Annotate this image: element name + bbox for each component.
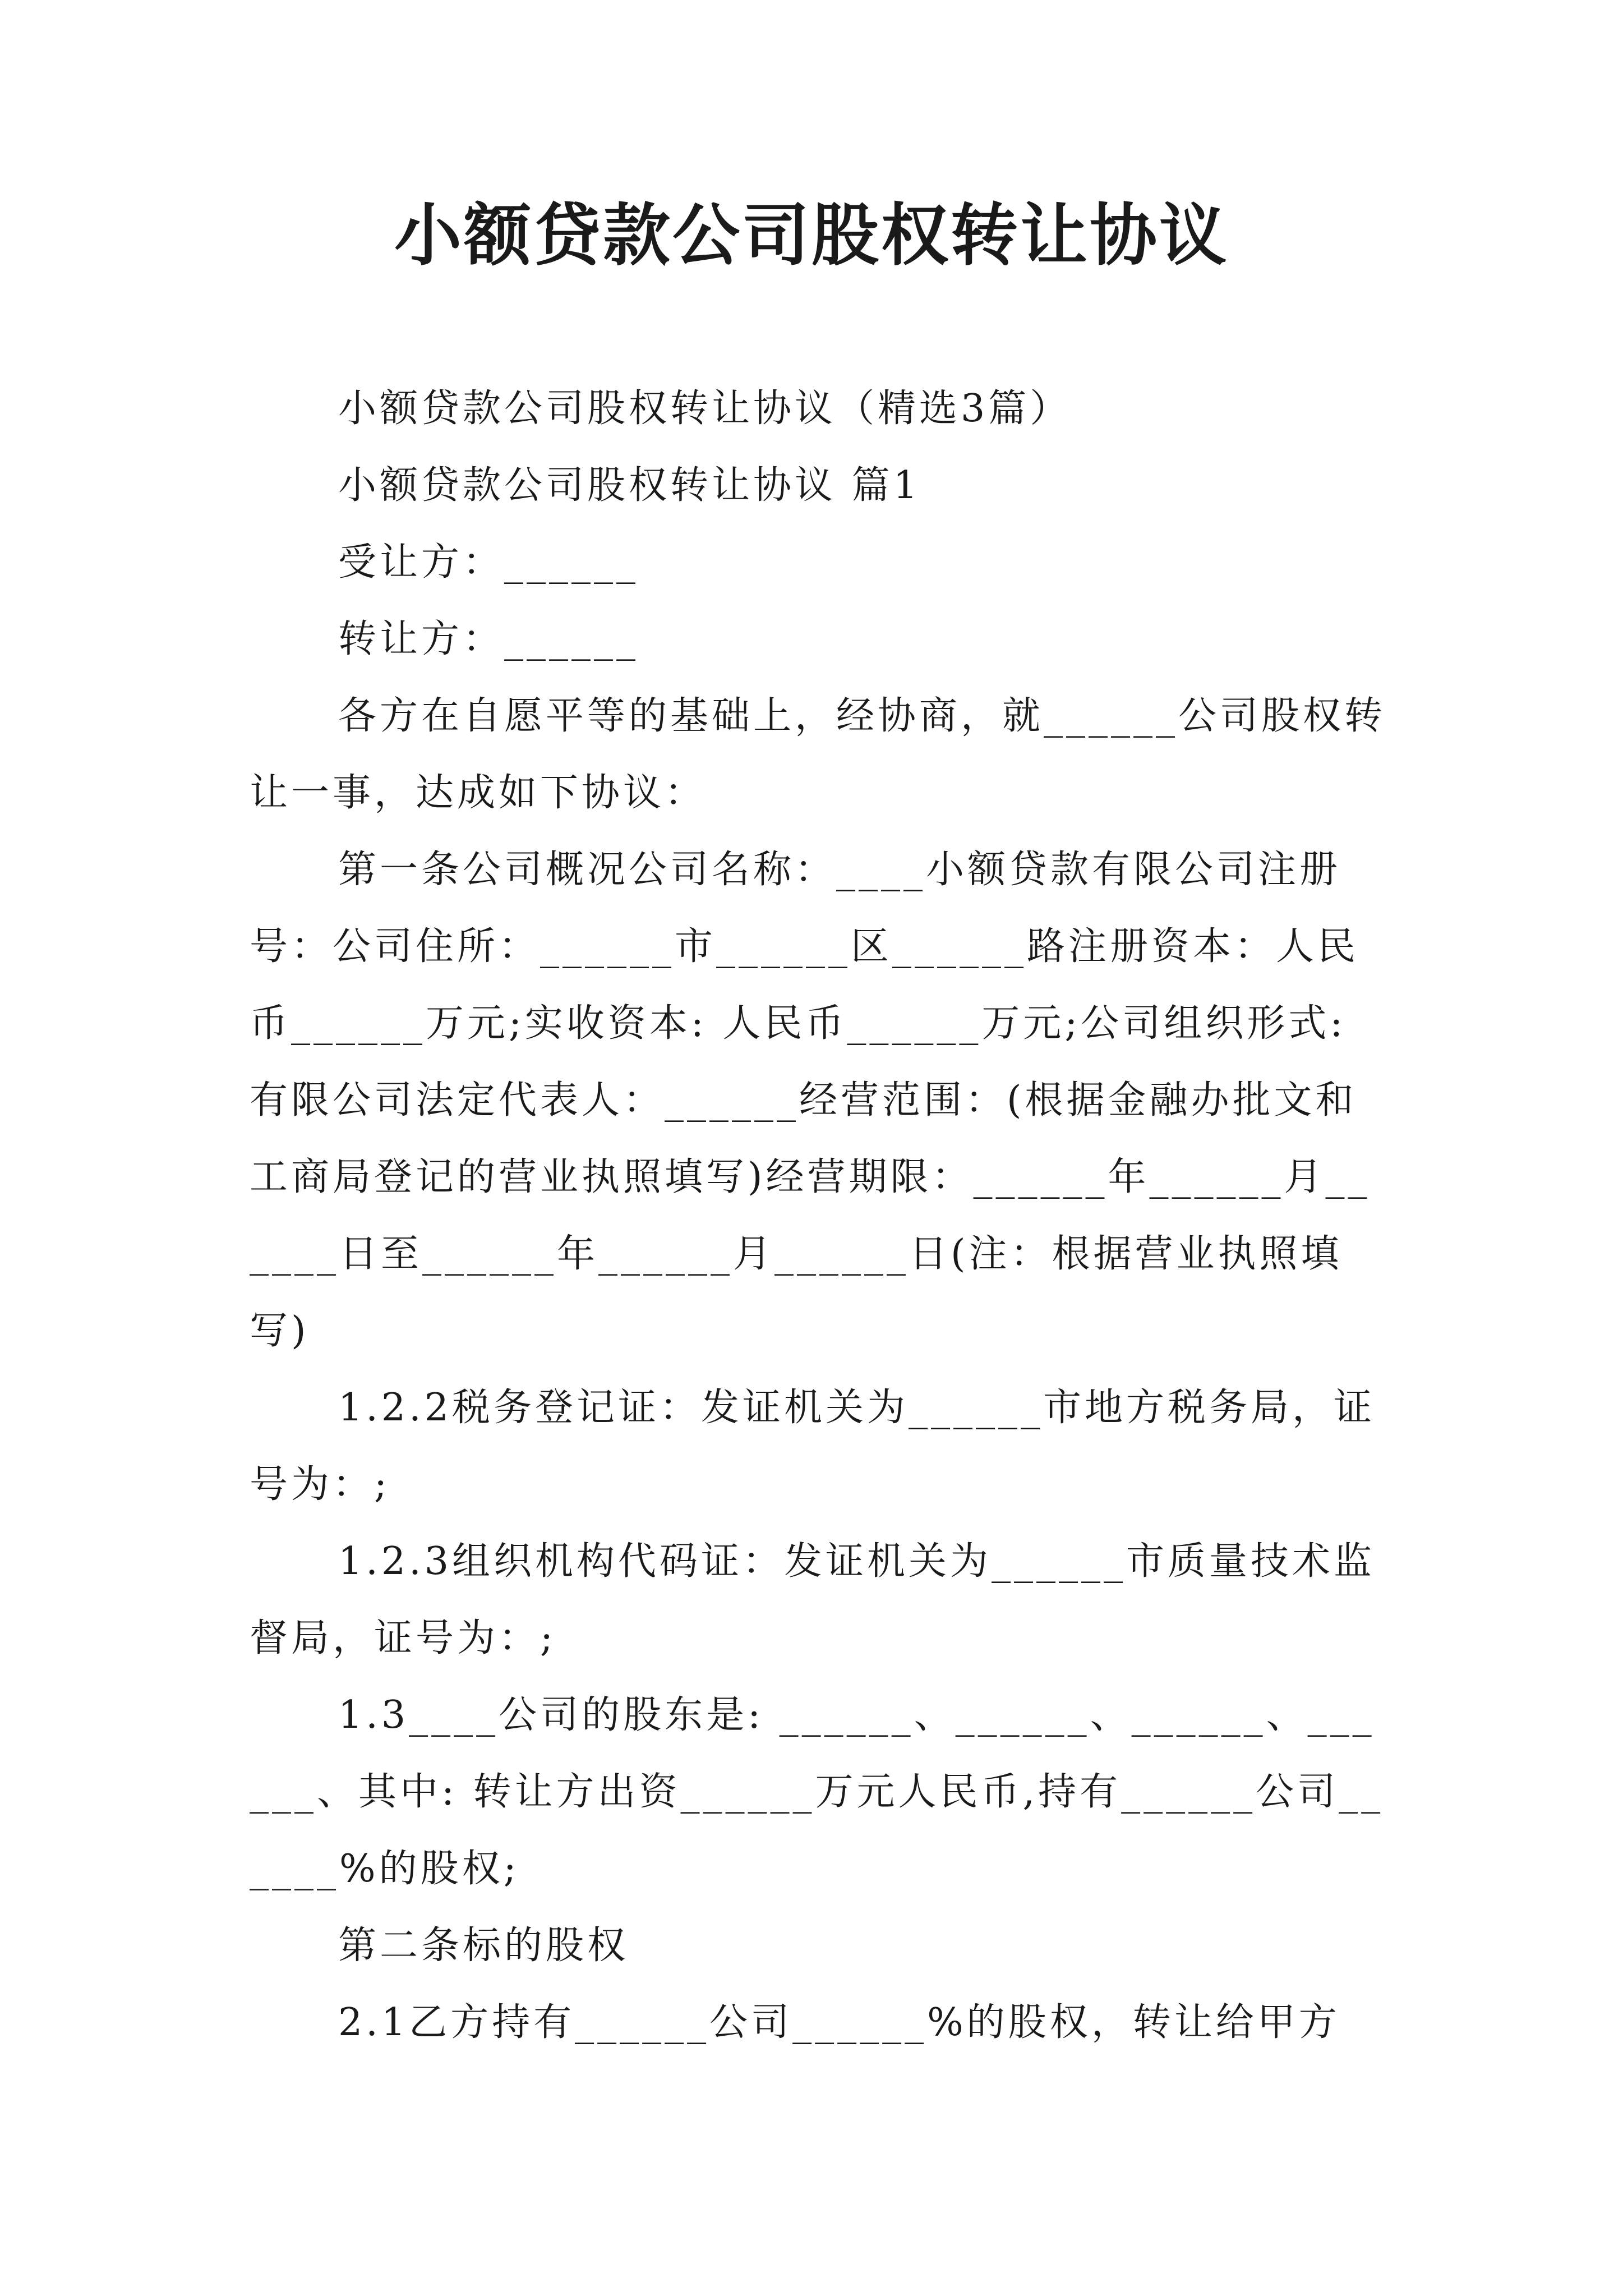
transferee-line: 受让方：______ (338, 540, 639, 585)
document-title: 小额贷款公司股权转让协议 (394, 196, 1229, 275)
section-heading: 小额贷款公司股权转让协议 篇1 (338, 463, 921, 508)
transferor-line: 转让方：______ (338, 617, 639, 661)
clause-1-2-2-tax-registration: 1.2.2税务登记证：发证机关为______市地方税务局，证号为：; (250, 1386, 1376, 1507)
clause-2-1-transfer: 2.1乙方持有______公司______%的股权，转让给甲方 (338, 2000, 1340, 2045)
subtitle-selection: 小额贷款公司股权转让协议（精选3篇） (338, 386, 1072, 431)
document-body (250, 370, 1388, 2061)
clause-1-3-shareholders: 1.3____公司的股东是: ______、______、______、______、其中: 转让方出资______万元人民币,持有______公司______%的股权; (250, 1693, 1384, 1891)
article-2-heading: 第二条标的股权 (338, 1924, 629, 1968)
article-1-company-overview: 第一条公司概况公司名称：____小额贷款有限公司注册号：公司住所：______市______区______路注册资本：人民币______万元;实收资本: 人民币______万元;公司组织形式: 有限公司法定代表人：______经营范围：(根据金融办批文和工商局登记的营业执照填写)经营期限：______年______月______日至______年______月______日(注：根据营业执照填写) (250, 848, 1371, 1353)
clause-1-2-3-organization-code: 1.2.3组织机构代码证：发证机关为______市质量技术监督局，证号为：; (250, 1539, 1376, 1660)
preamble-paragraph: 各方在自愿平等的基础上，经协商，就______公司股权转让一事，达成如下协议： (250, 694, 1386, 815)
